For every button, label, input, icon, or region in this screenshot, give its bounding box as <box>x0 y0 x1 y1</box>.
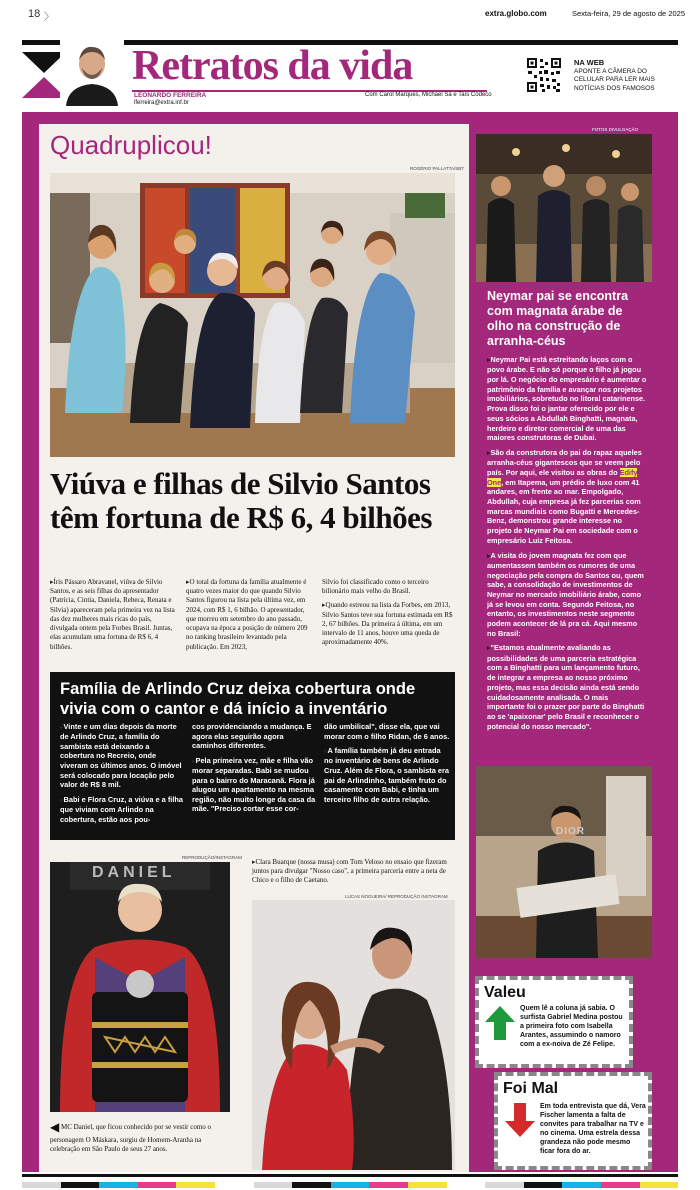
family-photo <box>50 173 455 457</box>
author-name: LEONARDO FERREIRA <box>134 92 207 99</box>
bottom-rule <box>22 1174 678 1177</box>
column-title: Retratos da vida <box>132 43 413 89</box>
color-bar-segment <box>99 1182 138 1188</box>
neymar-model-photo <box>476 766 652 958</box>
caption-pointer-icon: ◀ <box>50 1120 60 1134</box>
web-label: NA WEB <box>574 58 605 67</box>
arlindo-col-1 <box>60 722 184 829</box>
color-bar-segment <box>215 1182 254 1188</box>
neymar-headline: Neymar pai se encontra com magnata árabe de olho na construção de arranha-céus <box>487 289 629 348</box>
color-bar-segment <box>61 1182 100 1188</box>
neymar-p2-highlight: Edify One <box>487 467 638 487</box>
main-col-2-text: ▸ O total da fortuna da família atualmente é quatro vezes maior do que quando Silvio Santos figurou na lista pela última vez, em 2024, com R$ 1, 6 bilhão. O apresentador, que morreu em setembro do ano passado, ocupava na época a posição de número 209 no ranking brasileiro levantado pela publicação. Em 2023, <box>186 578 314 652</box>
clara-photo <box>252 900 455 1170</box>
author-photo <box>60 38 124 106</box>
arlindo-col-3-text-b: ▸ A família também já deu entrada no inventário de bens de Arlindo Cruz. Além de Flora, o sambista era pai de Arlindinho, também fruto do casamento com Babi, e tinha um terceiro filho de outra relação. <box>324 746 450 804</box>
clara-caption-text: ▸ Clara Buarque (nossa musa) com Tom Veloso no ensaio que fizeram juntos para divulgar "Nosso caso", a primeira parceria entre a neta de Chico e o filho de Caetano. <box>252 858 447 884</box>
main-col-1 <box>50 578 178 657</box>
neymar-p2-before: ▸ São da construtora do pai do rapaz aqueles arranha-céus gigantescos que se veem pelo país. Por aqui, ele visitou as obras do <box>487 448 642 477</box>
neymar-body <box>487 355 647 736</box>
foimal-title: Foi Mal <box>503 1080 559 1097</box>
arlindo-col-2-text-b: ▸ Pela primeira vez, mãe e filha vão morar separadas. Babi se mudou para o bairro do Maracanã. Flora já alugou um apartamento na mesma região, não muito longe da casa da mãe. "Preciso cortar esse cor- <box>192 756 316 814</box>
mc-daniel-caption <box>50 1120 230 1154</box>
arlindo-col-3-text-a: dão umbilical", disse ela, que vai morar com o filho Ridan, de 6 anos. <box>324 722 450 741</box>
neymar-credit: FOTOS DIVULGAÇÃO <box>592 127 639 132</box>
arlindo-col-2-text-a: cos providenciando a mudança. E agora elas seguirão agora caminhos diferentes. <box>192 722 312 751</box>
color-bar-segment <box>138 1182 177 1188</box>
page-number: 18 <box>28 8 41 20</box>
issue-date: Sexta-feira, 29 de agosto de 2025 <box>572 9 685 18</box>
site-name: extra.globo.com <box>485 9 547 18</box>
color-bar-segment <box>369 1182 408 1188</box>
color-bar-segment <box>408 1182 447 1188</box>
neymar-p2-after: , em Itapema, um prédio de luxo com 41 andares, em frente ao mar. Empolgado, Abdullah, cuja empresa já fez parcerias com marcas mundiais como Bugatti e Mercedes-Benz, demonstrou grande interesse no projeto de Neymar Pai em sociedade com o empresário Luiz Feitosa. <box>487 477 641 545</box>
mc-daniel-credit: REPRODUÇÃO/INSTAGRAM <box>182 855 242 860</box>
main-col-3 <box>322 578 455 653</box>
main-headline: Viúva e filhas de Silvio Santos têm fortuna de R$ 6, 4 bilhões <box>50 466 432 536</box>
valeu-title: Valeu <box>484 984 526 1001</box>
mc-daniel-caption-text: MC Daniel, que ficou conhecido por se vestir como o personagem O Máskara, surgiu de Homem-Aranha na celebração em São Paulo de seus 27 anos. <box>50 1123 212 1154</box>
color-bar-segment <box>485 1182 524 1188</box>
color-bar-segment <box>447 1182 486 1188</box>
main-col-3-text-b: ▸ Quando estreou na lista da Forbes, em 2013, Silvio Santos teve sua fortuna estimada em R$ 2, 67 bilhões. Da primeira à última, em um intervalo de 11 anos, houve uma queda de aproximadamente 40%. <box>322 601 455 647</box>
arlindo-col-1-text-b: ▸ Babi e Flora Cruz, a viúva e a filha que viviam com Arlindo na cobertura, estão aos pou- <box>60 795 184 824</box>
cake-text: DANIEL <box>92 864 176 881</box>
neymar-meeting-photo <box>476 134 652 282</box>
thumbs-up-arrow-icon <box>485 1006 515 1040</box>
valeu-text: Quem lê a coluna já sabia. O surfista Gabriel Medina postou a primeira foto com Isabella Arantes, assumindo o namoro com a ex-noiva de Zé Felipe. <box>520 1005 623 1049</box>
mc-daniel-photo <box>50 862 230 1112</box>
color-bar-segment <box>331 1182 370 1188</box>
color-bar-segment <box>640 1182 679 1188</box>
color-bar-segment <box>292 1182 331 1188</box>
neymar-p4: ▸ "Estamos atualmente avaliando as possibilidades de uma parceria estratégica com a Binghatti para um lançamento futuro, de integrar a empresa ao nosso próximo projeto, mas essa decisão ainda está sendo cuidadosamente analisada. O mais importante foi o prazer por parte do Binghatti ao se 'apaixonar' pelo Brasil e reconhecer o potencial do nosso mercado". <box>487 643 647 731</box>
main-col-1-text: ▸ Íris Pássaro Abravanel, viúva de Silvio Santos, e as seis filhas do apresentador (Patrícia, Cintia, Daniela, Rebeca, Renata e Silvia) apareceram pela primeira vez na lista das dez mulheres mais ricas do país, divulgada ontem pela Forbes Brasil. Juntas, elas acumulam uma fortuna de R$ 6, 4 bilhões. <box>50 578 178 652</box>
shirt-text: DIOR <box>556 826 585 837</box>
foimal-text: Em toda entrevista que dá, Vera Fischer lamenta a falta de convites para trabalhar na TV e no cinema. Uma estrela dessa grandeza não pode mesmo ficar fora do ar. <box>540 1103 646 1156</box>
color-bar-segment <box>22 1182 61 1188</box>
neymar-p1: ▸ Neymar Pai está estreitando laços com o povo árabe. E não só porque o filho já jogou por lá. O negócio do empresário é aumentar o patrimônio da família e avançar nos projetos imobiliários, sobretudo no litoral catarinense. Prova disso foi o jantar oferecido por ele e seus sócios a Abdullah Binghatti, magnata, herdeiro e diretor comercial de uma das maiores construtoras de Dubai. <box>487 355 647 443</box>
clara-caption <box>252 858 457 886</box>
author-email: lferreira@extra.inf.br <box>134 100 189 106</box>
page-number-chevron: 〉 <box>44 12 54 23</box>
main-col-2 <box>186 578 314 657</box>
color-bar-segment <box>254 1182 293 1188</box>
color-bar-left <box>22 1182 678 1188</box>
arlindo-col-2 <box>192 722 316 819</box>
qr-code-icon[interactable] <box>526 57 562 93</box>
thumbs-down-arrow-icon <box>505 1103 535 1137</box>
collaborators: Com Carol Marques, Michael Sá e Taís Codeco <box>365 92 492 98</box>
arlindo-col-3 <box>324 722 450 809</box>
clara-credit: LUCAS NOGUEIRA/ REPRODUÇÃO INSTAGRAM <box>345 894 448 899</box>
arlindo-headline: Família de Arlindo Cruz deixa cobertura onde vivia com o cantor e dá início a inventário <box>60 680 416 718</box>
color-bar-segment <box>601 1182 640 1188</box>
color-bar-segment <box>524 1182 563 1188</box>
arlindo-col-1-text-a: ▸ Vinte e um dias depois da morte de Arlindo Cruz, a família do sambista está deixando a cobertura no Recreio, onde viveram os últimos anos. O imóvel será colocado para locação pelo valor de R$ 8 mil. <box>60 722 184 790</box>
main-col-3-text-a: Silvio foi classificado como o terceiro bilionário mais velho do Brasil. <box>322 578 429 596</box>
web-text: APONTE A CÂMERA DO CELULAR PARA LER MAIS NOTÍCIAS DOS FAMOSOS <box>574 68 655 92</box>
neymar-p3: ▸ A visita do jovem magnata fez com que aumentassem também os rumores de uma negociação pela compra do Santos ou, quem sabe, a consolidação de investimentos de Neymar no mercado imobiliário árabe, como já se levou em conta. Segundo Feitosa, no entanto, os investimentos neste segmento podem acontecer de lá pra cá. Aqui mesmo no Brasil: <box>487 551 647 639</box>
kicker: Quadruplicou! <box>50 130 212 160</box>
color-bar-segment <box>562 1182 601 1188</box>
neymar-p2 <box>487 448 647 546</box>
color-bar-segment <box>176 1182 215 1188</box>
main-photo-credit: ROGÉRIO PALLATTA/SBT <box>410 166 465 171</box>
